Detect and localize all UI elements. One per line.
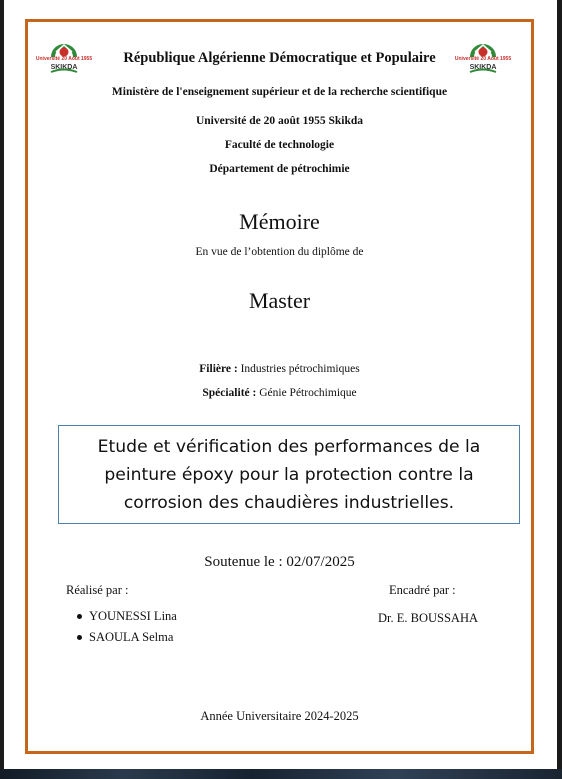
filiere-label: Filière : (199, 363, 238, 375)
logo-bottom-text: SKIKDA (469, 64, 497, 71)
logo-top-text: Université 20 Août 1955 (454, 56, 512, 62)
filiere-value: Industries pétrochimiques (240, 363, 360, 375)
author-item (89, 630, 173, 645)
authors-label: Réalisé par : (66, 583, 129, 597)
author-name: YOUNESSI Lina (89, 609, 177, 623)
department-name: Département de pétrochimie (209, 163, 350, 175)
logo-top-text: Université 20 Août 1955 (35, 56, 93, 62)
document-type: Mémoire (239, 209, 320, 234)
degree-name: Master (248, 288, 311, 313)
specialite-value: Génie Pétrochimique (259, 387, 357, 399)
obtention-text: En vue de l’obtention du diplôme de (195, 246, 364, 258)
faculty-name: Faculté de technologie (224, 139, 335, 151)
specialite-line (25, 387, 534, 399)
supervisor-label: Encadré par : (389, 583, 456, 597)
bullet-icon (77, 614, 82, 619)
thesis-title-box (58, 425, 520, 524)
page-shadow-left (0, 0, 4, 779)
filiere-line (25, 363, 534, 375)
thesis-title: Etude et vérification des performances de la peinture époxy pour la protection contre la corrosion des chaudières industrielles. (97, 436, 481, 513)
defense-date: Soutenue le : 02/07/2025 (204, 554, 355, 570)
specialite-label: Spécialité : (202, 387, 257, 399)
page-shadow-right (557, 0, 562, 779)
academic-year: Année Universitaire 2024-2025 (200, 709, 359, 723)
republic-title: République Algérienne Démocratique et Populaire (123, 50, 436, 66)
university-name: Université de 20 août 1955 Skikda (195, 115, 364, 127)
author-item (89, 609, 177, 624)
author-name: SAOULA Selma (89, 630, 174, 644)
supervisor-name: Dr. E. BOUSSAHA (378, 611, 479, 625)
logo-bottom-text: SKIKDA (50, 64, 78, 71)
page-shadow-bottom (0, 769, 562, 779)
bullet-icon (77, 635, 82, 640)
ministry-title: Ministère de l'enseignement supérieur et de la recherche scientifique (111, 86, 448, 98)
